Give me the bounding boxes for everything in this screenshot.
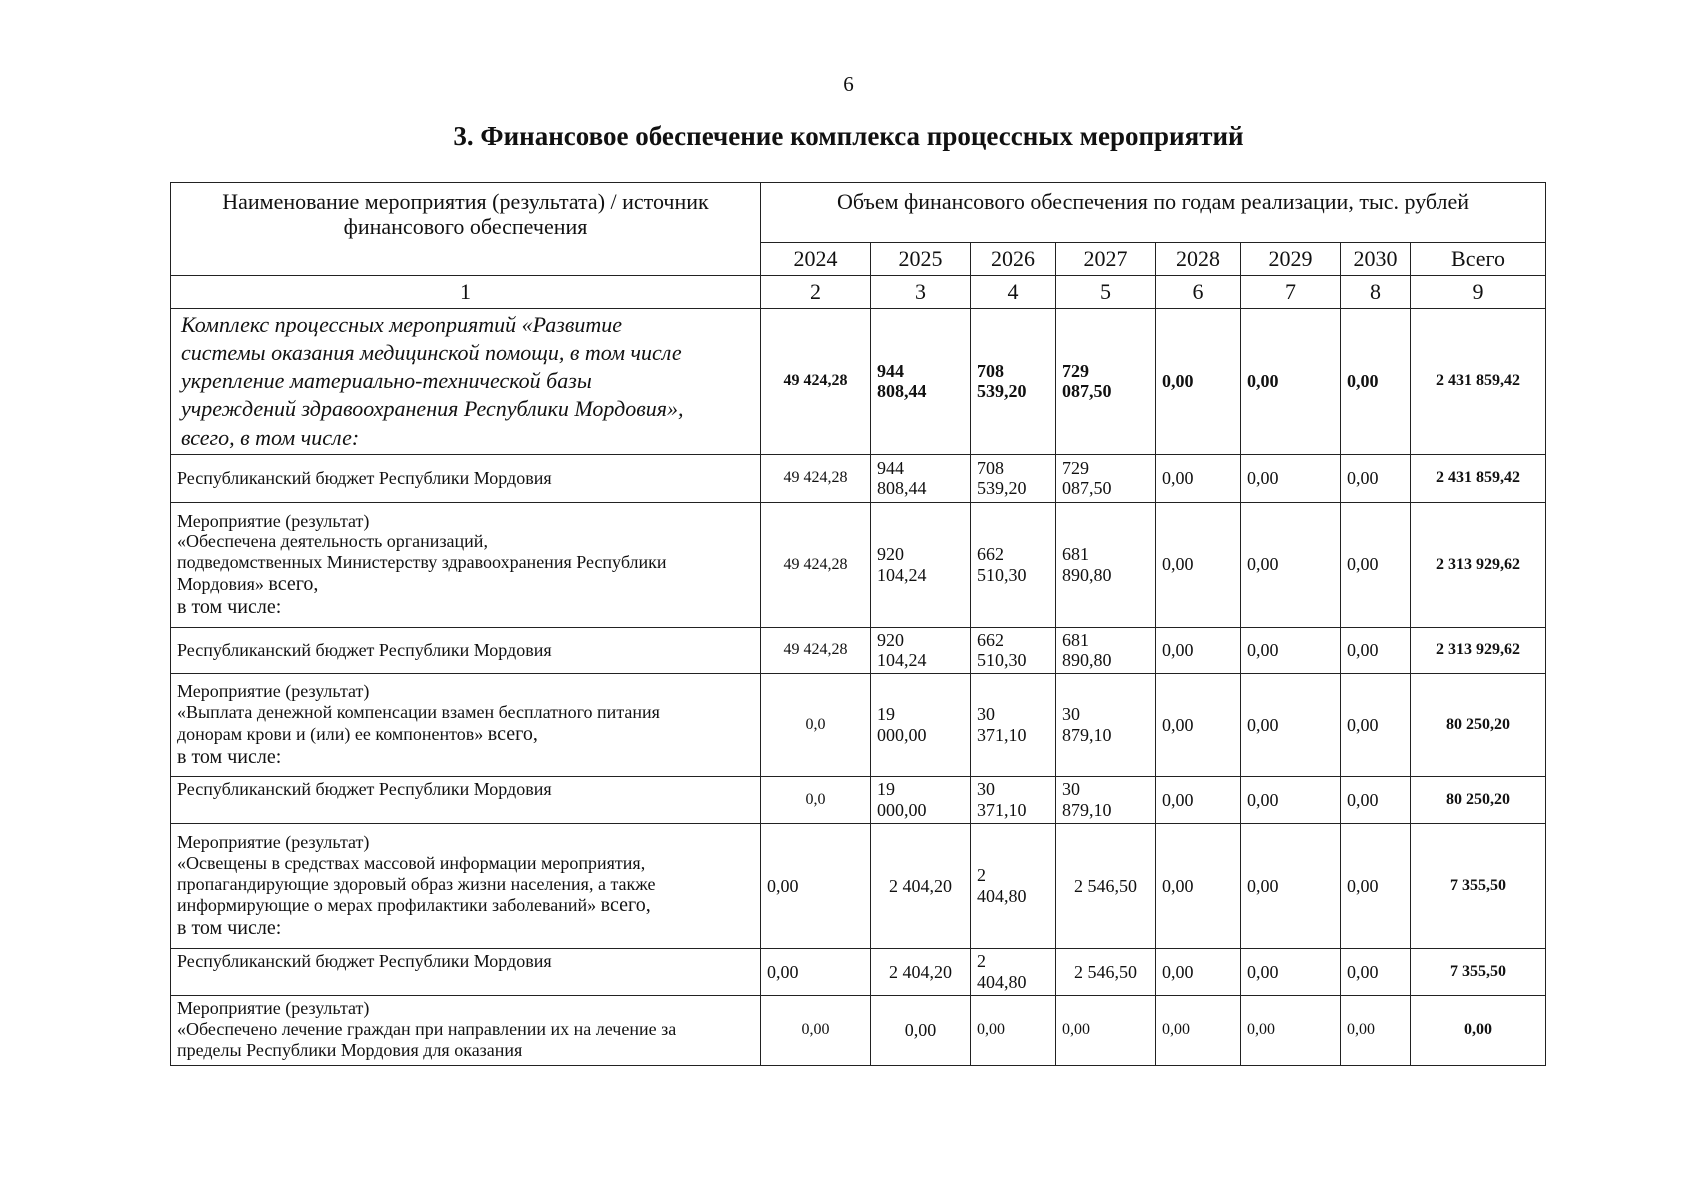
header-year-2024: 2024 xyxy=(761,243,871,276)
row-name: Комплекс процессных мероприятий «Развитие системы оказания медицинской помощи, в том числе укрепление материально-технической базы учреждений здравоохранения Республики Мордовия», всего, в том числе: xyxy=(171,309,761,455)
header-name-column: Наименование мероприятия (результата) / источник финансового обеспечения xyxy=(171,183,761,276)
value-2030: 0,00 xyxy=(1341,674,1411,777)
header-volume-column: Объем финансового обеспечения по годам реализации, тыс. рублей xyxy=(761,183,1546,243)
value-2025: 920 104,24 xyxy=(871,502,971,627)
column-number: 4 xyxy=(971,276,1056,309)
value-2024: 49 424,28 xyxy=(761,627,871,673)
column-number: 5 xyxy=(1056,276,1156,309)
table-row-measure xyxy=(171,502,1546,627)
column-number: 1 xyxy=(171,276,761,309)
value-2025: 920 104,24 xyxy=(871,627,971,673)
value-2027: 2 546,50 xyxy=(1056,824,1156,949)
value-2028: 0,00 xyxy=(1156,777,1241,824)
value-2027: 30 879,10 xyxy=(1056,777,1156,824)
value-2026: 708 539,20 xyxy=(971,454,1056,502)
value-2028: 0,00 xyxy=(1156,996,1241,1066)
value-2027: 30 879,10 xyxy=(1056,674,1156,777)
table-row-measure xyxy=(171,824,1546,949)
value-2027: 729 087,50 xyxy=(1056,454,1156,502)
value-2026: 708 539,20 xyxy=(971,309,1056,455)
header-year-2025: 2025 xyxy=(871,243,971,276)
value-total: 80 250,20 xyxy=(1411,777,1546,824)
table-row-measure xyxy=(171,674,1546,777)
value-2025: 2 404,20 xyxy=(871,949,971,996)
value-2027: 729 087,50 xyxy=(1056,309,1156,455)
value-2029: 0,00 xyxy=(1241,454,1341,502)
row-name: Мероприятие (результат) «Обеспечено лечение граждан при направлении их на лечение за пределы Республики Мордовия для оказания xyxy=(171,996,761,1066)
value-2024: 49 424,28 xyxy=(761,502,871,627)
value-2025: 944 808,44 xyxy=(871,454,971,502)
value-2024: 0,00 xyxy=(761,824,871,949)
table-row-budget xyxy=(171,454,1546,502)
column-number: 2 xyxy=(761,276,871,309)
header-year-2030: 2030 xyxy=(1341,243,1411,276)
row-name: Республиканский бюджет Республики Мордовия xyxy=(171,454,761,502)
row-name: Республиканский бюджет Республики Мордовия xyxy=(171,777,761,824)
header-year-2029: 2029 xyxy=(1241,243,1341,276)
value-2030: 0,00 xyxy=(1341,824,1411,949)
value-2029: 0,00 xyxy=(1241,777,1341,824)
value-2029: 0,00 xyxy=(1241,949,1341,996)
value-2029: 0,00 xyxy=(1241,824,1341,949)
header-total: Всего xyxy=(1411,243,1546,276)
value-2027: 2 546,50 xyxy=(1056,949,1156,996)
column-number: 3 xyxy=(871,276,971,309)
row-name: Республиканский бюджет Республики Мордовия xyxy=(171,949,761,996)
table-row-budget xyxy=(171,949,1546,996)
row-name: Мероприятие (результат) «Обеспечена деятельность организаций, подведомственных Министерству здравоохранения Республики Мордовия» всего, в том числе: xyxy=(171,502,761,627)
row-name: Мероприятие (результат) «Освещены в средствах массовой информации мероприятия, пропагандирующие здоровый образ жизни населения, а также информирующие о мерах профилактики заболеваний» всего, в том числе: xyxy=(171,824,761,949)
value-total: 2 313 929,62 xyxy=(1411,502,1546,627)
row-name: Мероприятие (результат) «Выплата денежной компенсации взамен бесплатного питания донорам крови и (или) ее компонентов» всего, в том числе: xyxy=(171,674,761,777)
value-2029: 0,00 xyxy=(1241,309,1341,455)
value-2028: 0,00 xyxy=(1156,674,1241,777)
value-2028: 0,00 xyxy=(1156,627,1241,673)
value-2024: 0,0 xyxy=(761,777,871,824)
header-year-2028: 2028 xyxy=(1156,243,1241,276)
value-2030: 0,00 xyxy=(1341,502,1411,627)
value-2026: 2 404,80 xyxy=(971,824,1056,949)
table-row-budget xyxy=(171,627,1546,673)
value-2025: 2 404,20 xyxy=(871,824,971,949)
value-2027: 0,00 xyxy=(1056,996,1156,1066)
value-2028: 0,00 xyxy=(1156,824,1241,949)
value-2026: 30 371,10 xyxy=(971,674,1056,777)
value-2024: 49 424,28 xyxy=(761,454,871,502)
value-2028: 0,00 xyxy=(1156,949,1241,996)
page-number: 6 xyxy=(843,72,854,96)
value-2030: 0,00 xyxy=(1341,949,1411,996)
value-2024: 0,0 xyxy=(761,674,871,777)
value-2029: 0,00 xyxy=(1241,502,1341,627)
value-2028: 0,00 xyxy=(1156,454,1241,502)
value-total: 7 355,50 xyxy=(1411,949,1546,996)
value-2026: 0,00 xyxy=(971,996,1056,1066)
value-total: 2 431 859,42 xyxy=(1411,309,1546,455)
value-2026: 30 371,10 xyxy=(971,777,1056,824)
value-2029: 0,00 xyxy=(1241,996,1341,1066)
header-year-2026: 2026 xyxy=(971,243,1056,276)
value-2025: 944 808,44 xyxy=(871,309,971,455)
value-2024: 0,00 xyxy=(761,949,871,996)
header-row-1 xyxy=(171,183,1546,243)
value-2025: 19 000,00 xyxy=(871,777,971,824)
column-number-row xyxy=(171,276,1546,309)
value-2027: 681 890,80 xyxy=(1056,502,1156,627)
value-2028: 0,00 xyxy=(1156,502,1241,627)
value-total: 2 431 859,42 xyxy=(1411,454,1546,502)
value-2030: 0,00 xyxy=(1341,996,1411,1066)
column-number: 7 xyxy=(1241,276,1341,309)
value-total: 7 355,50 xyxy=(1411,824,1546,949)
value-2029: 0,00 xyxy=(1241,674,1341,777)
value-2024: 49 424,28 xyxy=(761,309,871,455)
column-number: 9 xyxy=(1411,276,1546,309)
column-number: 6 xyxy=(1156,276,1241,309)
value-2026: 662 510,30 xyxy=(971,502,1056,627)
column-number: 8 xyxy=(1341,276,1411,309)
value-2030: 0,00 xyxy=(1341,309,1411,455)
financing-table xyxy=(170,182,1546,1066)
row-name: Республиканский бюджет Республики Мордовия xyxy=(171,627,761,673)
value-2030: 0,00 xyxy=(1341,454,1411,502)
value-2027: 681 890,80 xyxy=(1056,627,1156,673)
value-total: 80 250,20 xyxy=(1411,674,1546,777)
header-year-2027: 2027 xyxy=(1056,243,1156,276)
value-2030: 0,00 xyxy=(1341,777,1411,824)
value-2028: 0,00 xyxy=(1156,309,1241,455)
value-2024: 0,00 xyxy=(761,996,871,1066)
value-2025: 19 000,00 xyxy=(871,674,971,777)
value-2025: 0,00 xyxy=(871,996,971,1066)
table-row-measure xyxy=(171,996,1546,1066)
value-2026: 662 510,30 xyxy=(971,627,1056,673)
value-total: 2 313 929,62 xyxy=(1411,627,1546,673)
value-total: 0,00 xyxy=(1411,996,1546,1066)
value-2029: 0,00 xyxy=(1241,627,1341,673)
table-row-complex-total xyxy=(171,309,1546,455)
table-row-budget xyxy=(171,777,1546,824)
value-2026: 2 404,80 xyxy=(971,949,1056,996)
value-2030: 0,00 xyxy=(1341,627,1411,673)
section-title: 3. Финансовое обеспечение комплекса процессных мероприятий xyxy=(453,121,1244,151)
